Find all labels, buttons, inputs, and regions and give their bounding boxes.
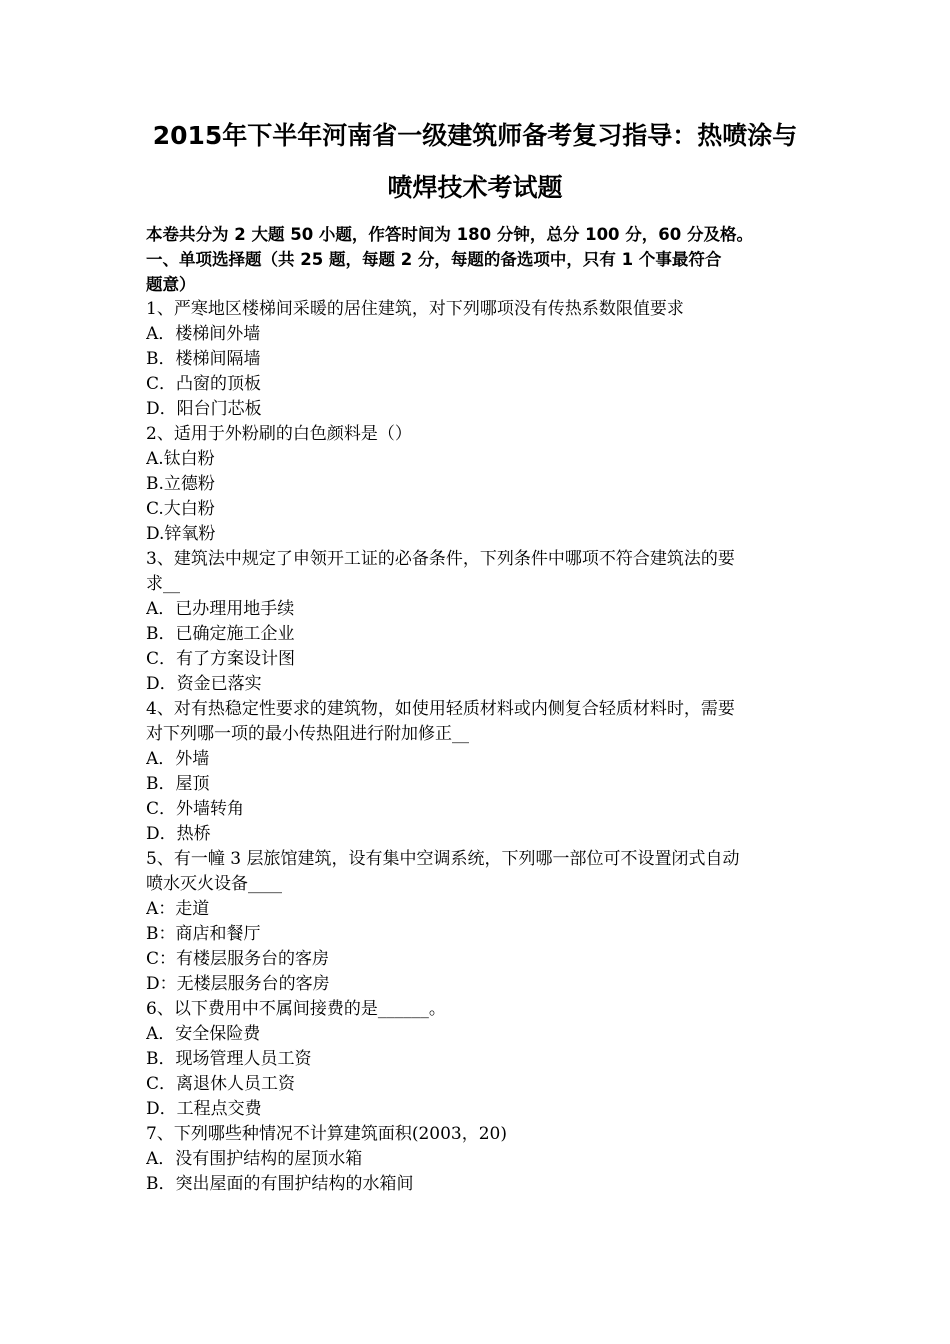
answer-option: C．有了方案设计图 [146,649,296,669]
answer-option: B：商店和餐厅 [146,924,261,944]
question-4 [146,697,816,847]
question-2 [146,422,816,547]
question-stem-line: 7、下列哪些种情况不计算建筑面积(2003，20) [146,1124,507,1144]
answer-option: D．资金已落实 [146,674,262,694]
answer-option: C：有楼层服务台的客房 [146,949,330,969]
answer-option: C．凸窗的顶板 [146,374,262,394]
question-6 [146,997,816,1122]
answer-option: B．已确定施工企业 [146,624,295,644]
answer-option: A．安全保险费 [146,1024,261,1044]
answer-option: B．楼梯间隔墙 [146,349,261,369]
question-stem [146,297,816,322]
question-stem-line: 5、有一幢 3 层旅馆建筑，设有集中空调系统，下列哪一部位可不设置闭式自动 [146,849,740,869]
question-stem-line: 2、适用于外粉刷的白色颜料是（） [146,424,412,444]
answer-option: A．外墙 [146,749,210,769]
question-stem-line: 喷水灭火设备____ [146,874,282,894]
question-1 [146,297,816,422]
question-stem-line: 1、严寒地区楼梯间采暖的居住建筑，对下列哪项没有传热系数限值要求 [146,299,684,319]
answer-option: C.大白粉 [146,499,215,519]
question-stem-line: 对下列哪一项的最小传热阻进行附加修正__ [146,724,469,744]
answer-option: D.锌氧粉 [146,524,216,544]
answer-option: A．楼梯间外墙 [146,324,261,344]
question-stem [146,847,816,897]
section-heading-line-2: 题意） [146,275,196,294]
answer-option: A．已办理用地手续 [146,599,295,619]
answer-option: D．热桥 [146,824,211,844]
answer-option: A：走道 [146,899,210,919]
answer-option: B．屋顶 [146,774,210,794]
answer-option: A.钛白粉 [146,449,215,469]
section-heading-line-1: 一、单项选择题（共 25 题，每题 2 分，每题的备选项中，只有 1 个事最符合 [146,250,722,269]
question-stem-line: 4、对有热稳定性要求的建筑物，如使用轻质材料或内侧复合轻质材料时，需要 [146,699,735,719]
question-5 [146,847,816,997]
question-stem [146,1122,816,1147]
question-stem-line: 求__ [146,574,180,594]
question-stem [146,547,816,597]
answer-option: B．突出屋面的有围护结构的水箱间 [146,1174,414,1194]
exam-instructions: 本卷共分为 2 大题 50 小题，作答时间为 180 分钟，总分 100 分，60 分及格。 [146,225,753,244]
answer-option: D：无楼层服务台的客房 [146,974,330,994]
question-stem [146,997,816,1022]
answer-option: B.立德粉 [146,474,215,494]
question-7 [146,1122,816,1197]
answer-option: D．工程点交费 [146,1099,262,1119]
question-list [146,297,816,1197]
section-heading [146,247,816,297]
document-title-line-1: 2015年下半年河南省一级建筑师备考复习指导：热喷涂与 [152,121,798,150]
question-stem [146,422,816,447]
question-3 [146,547,816,697]
document-title-line-2: 喷焊技术考试题 [387,173,563,202]
question-stem-line: 3、建筑法中规定了申领开工证的必备条件，下列条件中哪项不符合建筑法的要 [146,549,735,569]
answer-option: D．阳台门芯板 [146,399,262,419]
question-stem-line: 6、以下费用中不属间接费的是______。 [146,999,446,1019]
answer-option: C．离退休人员工资 [146,1074,296,1094]
answer-option: B．现场管理人员工资 [146,1049,312,1069]
answer-option: C．外墙转角 [146,799,245,819]
question-stem [146,697,816,747]
answer-option: A．没有围护结构的屋顶水箱 [146,1149,363,1169]
document-body [146,222,816,1197]
